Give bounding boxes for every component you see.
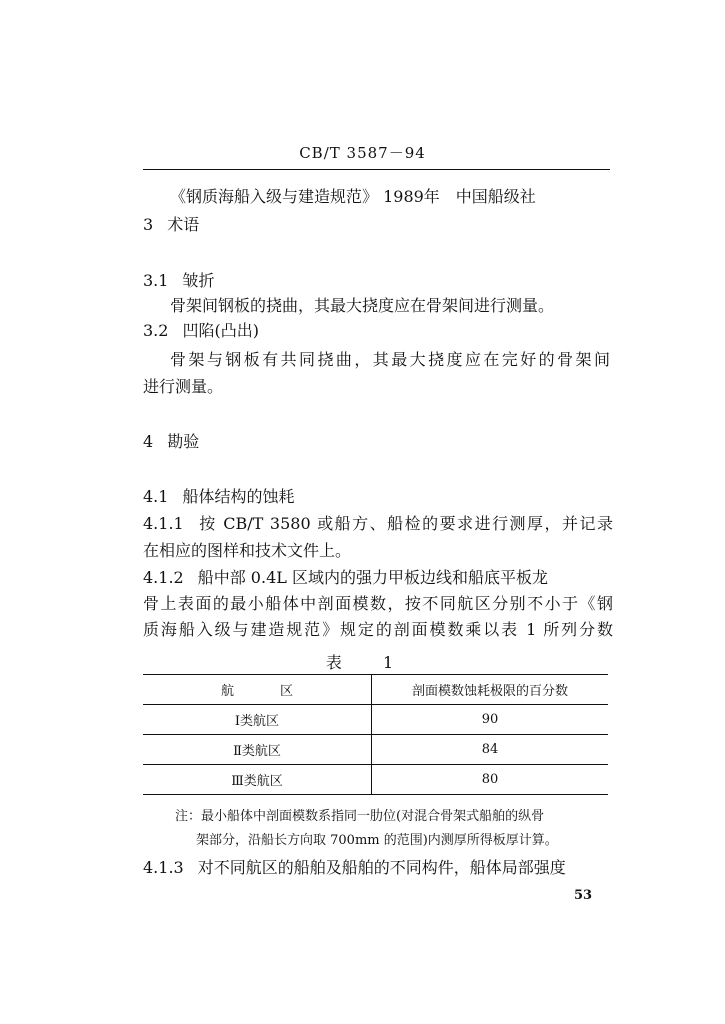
paragraph-4-1-1-line2: 在相应的图样和技术文件上。	[143, 541, 352, 560]
paragraph-4-1-1-line1	[143, 514, 613, 534]
section-title: 勘验	[167, 432, 200, 451]
table-note-line2: 架部分，沿船长方向取 700mm 的范围)内测厚所得板厚计算。	[196, 833, 558, 848]
section-number: 3.2	[143, 321, 169, 340]
paragraph-text: 对不同航区的船舶及船舶的不同构件，船体局部强度	[197, 858, 566, 877]
standard-code-header: CB/T 3587－94	[299, 144, 426, 162]
corrosion-limit-table	[143, 674, 608, 795]
zone-cell: Ⅲ类航区	[143, 765, 372, 795]
section-4-1-heading	[143, 487, 613, 507]
table-caption: 表 1	[325, 653, 412, 672]
section-3-1-heading	[143, 271, 613, 291]
table-header-row	[143, 675, 608, 705]
column-header-zone: 航区	[143, 675, 372, 705]
table-row	[143, 705, 608, 735]
section-3-2-heading	[143, 321, 613, 341]
section-title: 皱折	[182, 271, 215, 290]
section-title: 凹陷(凸出)	[182, 321, 259, 340]
paragraph-4-1-2-line1	[143, 568, 613, 588]
section-3-heading	[143, 215, 613, 235]
section-number: 3.1	[143, 271, 169, 290]
table-note-line1: 注：最小船体中剖面模数系指同一肋位(对混合骨架式船舶的纵骨	[175, 809, 545, 824]
paragraph-4-1-3-line1	[143, 858, 613, 878]
section-number: 4.1.3	[143, 858, 184, 877]
section-number: 3	[143, 215, 154, 234]
section-number: 4.1.2	[143, 568, 184, 587]
zone-cell: Ⅰ类航区	[143, 705, 372, 735]
section-title: 船体结构的蚀耗	[182, 487, 295, 506]
paragraph-4-1-2-line2: 骨上表面的最小船体中剖面模数，按不同航区分别不小于《钢	[143, 594, 613, 613]
table-row	[143, 765, 608, 795]
section-number: 4.1	[143, 487, 169, 506]
table-row	[143, 735, 608, 765]
paragraph-text: 船中部 0.4L 区域内的强力甲板边线和船底平板龙	[197, 568, 548, 587]
page-number: 53	[574, 888, 593, 903]
percent-cell: 90	[372, 705, 609, 735]
percent-cell: 80	[372, 765, 609, 795]
paragraph-text: 按 CB/T 3580 或船方、船检的要求进行测厚，并记录	[197, 514, 613, 533]
section-number: 4.1.1	[143, 514, 184, 533]
header-rule	[143, 169, 610, 170]
paragraph-3-2-line1: 骨架与钢板有共同挠曲，其最大挠度应在完好的骨架间	[170, 350, 610, 369]
zone-cell: Ⅱ类航区	[143, 735, 372, 765]
section-title: 术语	[167, 215, 200, 234]
reference-line: 《钢质海船入级与建造规范》 1989年 中国船级社	[170, 187, 536, 206]
percent-cell: 84	[372, 735, 609, 765]
paragraph-3-2-line2: 进行测量。	[143, 377, 224, 396]
section-4-heading	[143, 432, 613, 452]
column-header-percent: 剖面模数蚀耗极限的百分数	[372, 675, 609, 705]
paragraph-3-1: 骨架间钢板的挠曲，其最大挠度应在骨架间进行测量。	[170, 296, 555, 315]
section-number: 4	[143, 432, 154, 451]
paragraph-4-1-2-line3: 质海船入级与建造规范》规定的剖面模数乘以表 1 所列分数	[143, 620, 613, 639]
